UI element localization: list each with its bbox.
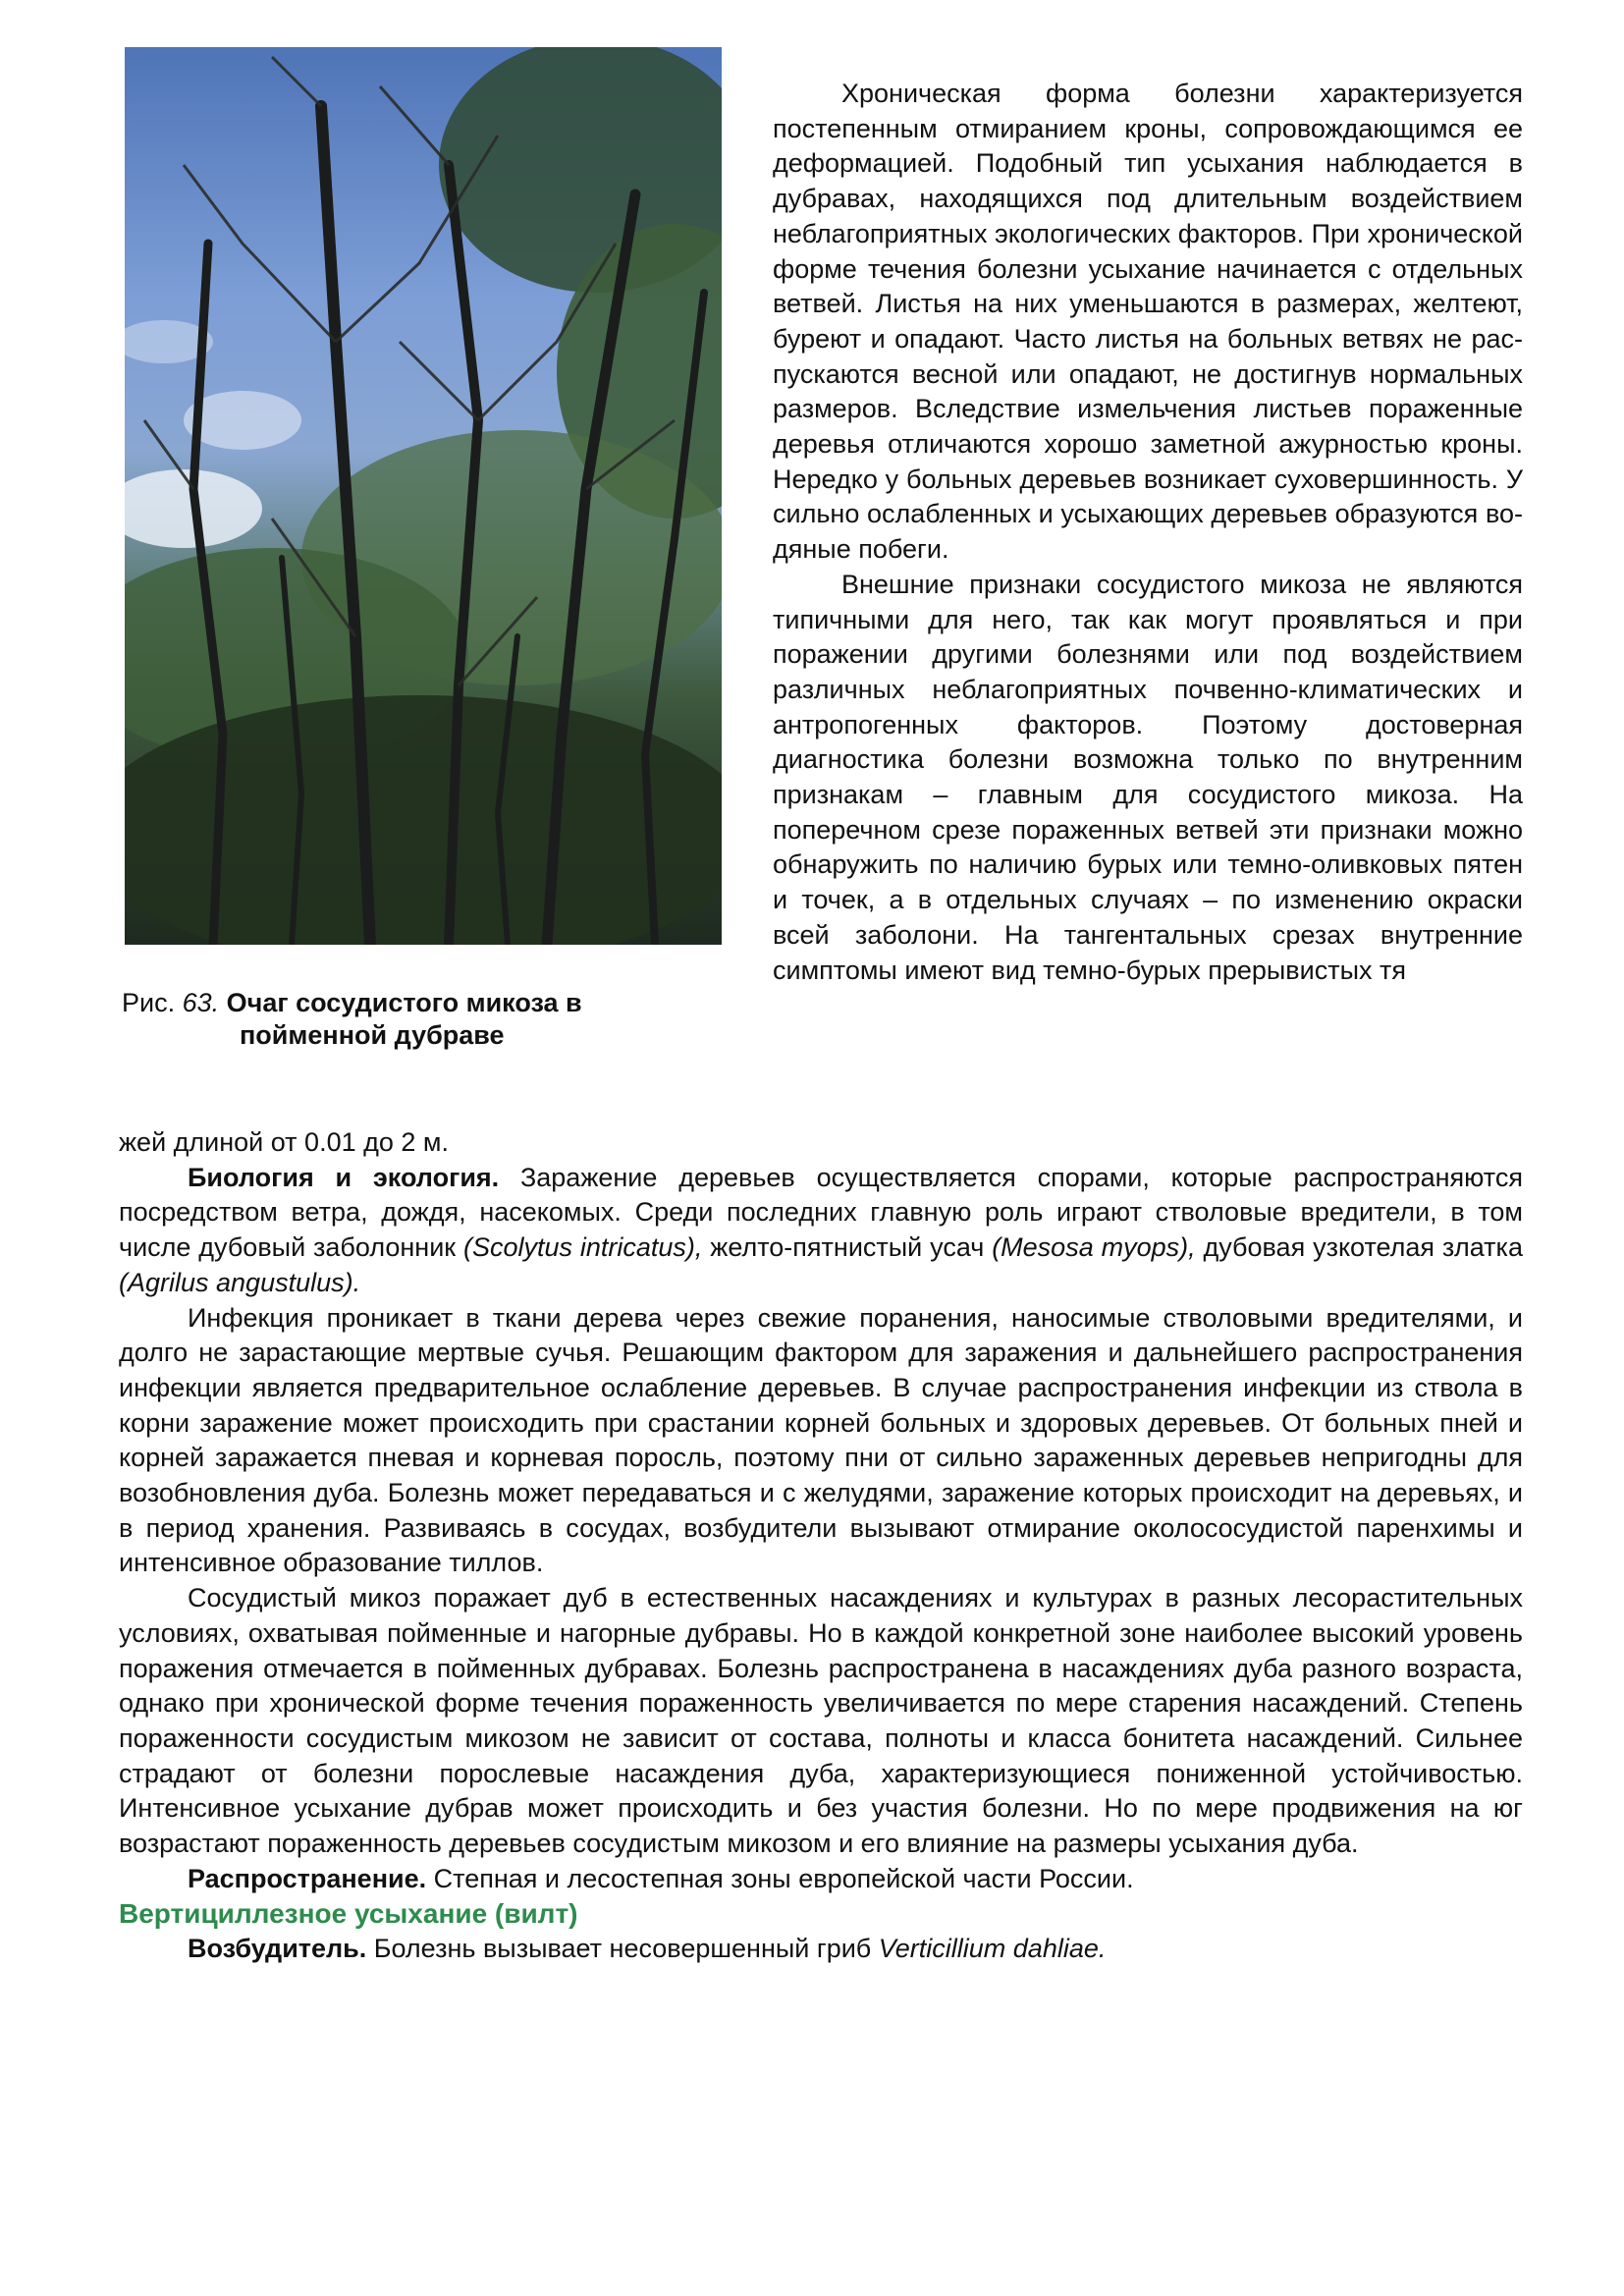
caption-title-line2: пойменной дубраве (240, 1020, 505, 1050)
figure-caption (122, 987, 711, 1052)
oak-forest-photo (125, 47, 722, 945)
caption-prefix: Рис. (122, 988, 183, 1017)
paragraph-biology (119, 1161, 1523, 1301)
caption-number: 63. (182, 988, 220, 1017)
paragraph-agent (119, 1932, 1523, 1967)
biology-latin-2: (Mesosa myops), (992, 1232, 1196, 1263)
paragraph-infection: Инфекция проникает в ткани дерева через свежие поранения, наносимые стволовыми вредителями, и долго не зарастающие мертвые сучья. Решающим фактором для заражения и дальнейшего распространения инфекции является предварительное ослабление деревьев. В случае распространения инфекции из ствола в корни заражение может происходить при срастании корней больных и здоровых деревьев. От больных пней и корней заражается пневая и корневая поросль, поэтому пни от сильно зараженных деревьев непригодны для возобновления дуба. Болезнь может передаваться и с желудями, заражение которых происходит на деревьях, и в период хранения. Развиваясь в сосудах, возбудители вызывают отмирание околососудистой паренхимы и интенсивное образование тиллов. (119, 1302, 1523, 1578)
full-width-text (119, 1125, 1523, 1967)
biology-text-2: желто-пятнистый усач (702, 1232, 993, 1263)
biology-label: Биология и экология. (188, 1162, 500, 1192)
paragraph-external-signs: Внешние признаки сосудистого микоза не являются типичными для него, так как могут проявляться и при поражении другими болезнями или под воздействием различных неблагоприятных почвенно-климатических и антропогенных факторов. Поэтому достоверная диагностика болезни возможна только по внутренним признакам – главным для сосудистого микоза. На поперечном срезе пораженных ветвей эти признаки можно обнаружить по наличию бурых или темно-оливковых пятен и точек, а в отдельных случаях – по изменению окраски всей заболони. На тангентальных срезах внутренние симптомы имеют вид темно-бурых прерывистых тя (773, 569, 1523, 985)
agent-label: Возбудитель. (188, 1934, 367, 1964)
biology-latin-1: (Scolytus intricatus), (462, 1232, 703, 1263)
distribution-label: Распространение. (188, 1863, 427, 1893)
caption-title-line1: Очаг сосудистого микоза в (226, 988, 582, 1017)
agent-text: Болезнь вызывает несовершенный гриб (366, 1934, 879, 1964)
biology-text-3: дубовая узкотелая златка (1195, 1232, 1523, 1263)
biology-text-1: Заражение деревьев осуществляется спорами, которые распространяются посредством ветра, дождя, насекомых. Среди последних главную роль играют стволовые вредители, в том числе дубовый заболонник (119, 1162, 1523, 1263)
paragraph-distribution (119, 1862, 1523, 1897)
paragraph-mycosis: Сосудистый микоз поражает дуб в естественных насаждениях и культурах в разных лесорастительных условиях, охватывая пойменные и нагорные дубравы. Но в каждой конкретной зоне наиболее высокий уровень поражения отмечается в пойменных дубравах. Болезнь распространена в насаждениях дуба разного возраста, однако при хронической форме течения пораженность увеличивается по мере старения насаждений. Степень пораженности сосудистым микозом не зависит от состава, полноты и класса бонитета насаждений. Сильнее страдают от болезни порослевые насаждения дуба, характеризующиеся пониженной устойчивостью. Интенсивное усыхание дубрав может происходить и без участия болезни. Но по мере продвижения на юг возрастают пораженность деревьев сосудистым микозом и его влияние на размеры усыхания дуба. (119, 1583, 1523, 1859)
distribution-text: Степная и лесостепная зоны европейской части России. (426, 1863, 1134, 1893)
agent-latin: Verticillium dahliae. (878, 1934, 1107, 1964)
right-column-text (773, 77, 1523, 988)
paragraph-chronic-form: Хроническая форма болезни характеризуется постепенным отмиранием кроны, сопровождающимся ее деформацией. Подобный тип усыхания наблюдается в дубравах, находящихся под длительным воздействием неблагоприятных экологических факторов. При хронической форме течения болезни усыхание начинается с отдельных ветвей. Листья на них уменьшаются в размерах, желтеют, буреют и опадают. Часто листья на больных ветвях не распускаются весной или опадают, не достигнув нормальных размеров. Вследствие измельчения листьев пораженные деревья отличаются хорошо заметной ажурностью кроны. Нередко у больных деревьев возникает суховершинность. У сильно ослабленных и усыхающих деревьев образуются водяные побеги. (773, 79, 1523, 565)
section-title: Вертициллезное усыхание (вилт) (119, 1898, 578, 1930)
paragraph-continuation: жей длиной от 0.01 до 2 м. (119, 1127, 449, 1157)
biology-latin-3: (Agrilus angustulus). (119, 1267, 361, 1297)
photo-illustration (125, 47, 722, 945)
